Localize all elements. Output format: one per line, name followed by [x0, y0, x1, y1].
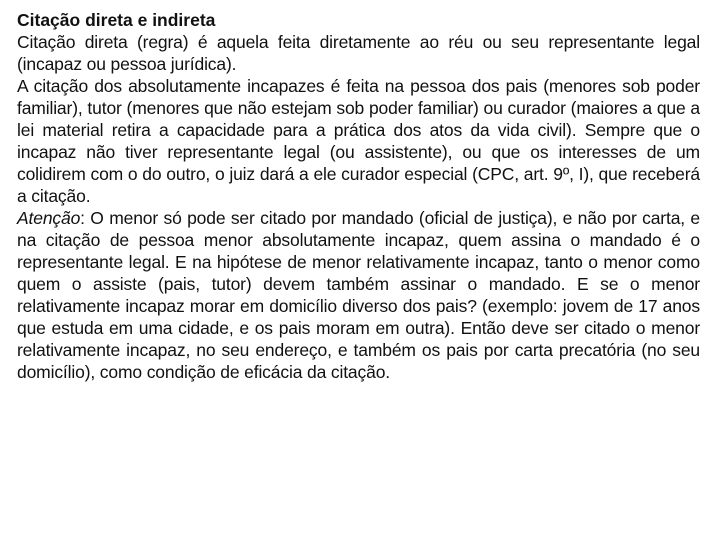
paragraph-attention: [17, 207, 700, 383]
slide-title: Citação direta e indireta: [17, 10, 216, 30]
paragraph-incapable-citation: A citação dos absolutamente incapazes é feita na pessoa dos pais (menores sob poder familiar), tutor (menores que não estejam sob poder familiar) ou curador (maiores a que a lei material retira a capacidade para a prática dos atos da vida civil). Sempre que o incapaz não tiver representante legal (ou assistente), ou que os interesses de um colidirem com o do outro, o juiz dará a ele curador especial (CPC, art. 9º, I), que receberá a citação.: [17, 76, 700, 206]
attention-text: : O menor só pode ser citado por mandado (oficial de justiça), e não por carta, e na citação de pessoa menor absolutamente incapaz, quem assina o mandado é o representante legal. E na hipótese de menor relativamente incapaz, tanto o menor como quem o assiste (pais, tutor) devem também assinar o mandado. E se o menor relativamente incapaz morar em domicílio diverso dos pais? (exemplo: jovem de 17 anos que estuda em uma cidade, e os pais moram em outra). Então deve ser citado o menor relativamente incapaz, no seu endereço, e também os pais por carta precatória (no seu domicílio), como condição de eficácia da citação.: [17, 208, 700, 382]
slide-content: [17, 9, 700, 383]
paragraph-direct-citation: Citação direta (regra) é aquela feita diretamente ao réu ou seu representante legal (incapaz ou pessoa jurídica).: [17, 32, 700, 74]
attention-lead: Atenção: [17, 208, 81, 228]
